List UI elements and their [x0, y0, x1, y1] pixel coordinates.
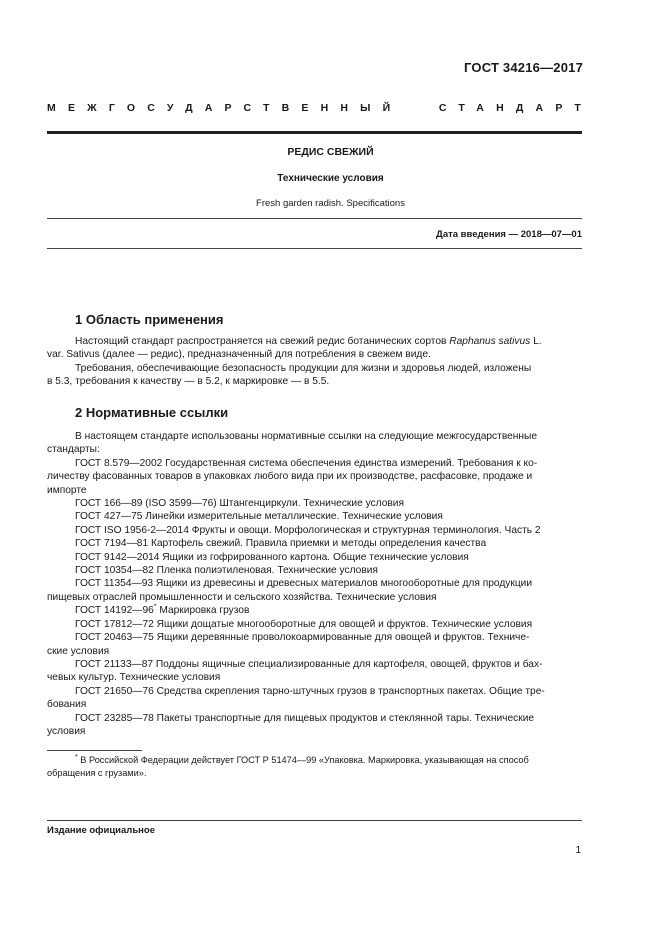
reference-line: ГОСТ 9142—2014 Ящики из гофрированного картона. Общие технические условия — [75, 551, 469, 563]
reference-line: пищевых отраслей промышленности и сельского хозяйства. Технические условия — [47, 591, 437, 603]
reference-line: личеству фасованных товаров в упаковках любого вида при их производстве, расфасовке, продаже и — [47, 471, 533, 483]
reference-line: ГОСТ 11354—93 Ящики из древесины и древесных материалов многооборотные для продукции — [75, 578, 533, 590]
section-2-body — [47, 430, 582, 738]
reference-line: ские условия — [47, 645, 110, 657]
footnote-line: * В Российской Федерации действует ГОСТ Р 51474—99 «Упаковка. Маркировка, указывающая на способ — [75, 753, 529, 765]
paragraph-line: Требования, обеспечивающие безопасность продукции для жизни и здоровья людей, изложены — [75, 362, 532, 374]
introduction-date: Дата введения — 2018—07—01 — [436, 229, 582, 240]
section-1-body — [47, 335, 582, 389]
paragraph-line: Настоящий стандарт распространяется на свежий редис ботанических сортов Raphanus sativus L. — [75, 336, 542, 347]
page-number: 1 — [575, 845, 581, 856]
reference-line: бования — [47, 699, 87, 711]
section-1-heading: 1 Область применения — [75, 312, 224, 327]
banner-word-interstate: МЕЖГОСУДАРСТВЕННЫЙ — [47, 102, 403, 114]
reference-line: ГОСТ ISO 1956-2—2014 Фрукты и овощи. Морфологическая и структурная терминология. Часть 2 — [75, 524, 541, 536]
section-2-heading: 2 Нормативные ссылки — [75, 405, 229, 420]
reference-line: чевых культур. Технические условия — [47, 672, 221, 684]
reference-line: стандарты: — [47, 444, 100, 456]
footnote — [47, 754, 582, 780]
footnote-line: обращения с грузами». — [47, 768, 147, 778]
reference-line: ГОСТ 427—75 Линейки измерительные металлические. Технические условия — [75, 511, 443, 523]
reference-line: ГОСТ 8.579—2002 Государственная система обеспечения единства измерений. Требования к ко- — [75, 457, 538, 469]
reference-line: ГОСТ 17812—72 Ящики дощатые многооборотные для овощей и фруктов. Технические условия — [75, 618, 533, 630]
gost-code: ГОСТ 34216—2017 — [464, 60, 583, 75]
reference-line: ГОСТ 21650—76 Средства скрепления тарно-штучных грузов в транспортных пакетах. Общие тре- — [75, 685, 545, 697]
paragraph-line: var. Sativus (далее — редис), предназначенный для потребления в свежем виде. — [47, 349, 431, 361]
reference-line: условия — [47, 725, 86, 737]
reference-line: В настоящем стандарте использованы нормативные ссылки на следующие межгосударственные — [75, 431, 538, 442]
reference-line: ГОСТ 20463—75 Ящики деревянные проволокоармированные для овощей и фруктов. Техниче- — [75, 632, 530, 644]
document-title-english: Fresh garden radish. Specifications — [256, 198, 405, 209]
reference-line: ГОСТ 166—89 (ISO 3599—76) Штангенциркули. Технические условия — [75, 498, 404, 510]
reference-line: ГОСТ 21133—87 Поддоны ящичные специализированные для картофеля, овощей, фруктов и бах- — [75, 658, 543, 670]
footnote-rule — [47, 750, 142, 751]
footer-rule — [47, 820, 582, 821]
footnote-mark: * — [153, 603, 157, 611]
reference-line: ГОСТ 14192—96* Маркировка грузов — [75, 603, 250, 617]
standard-banner — [47, 102, 593, 114]
reference-line: ГОСТ 7194—81 Картофель свежий. Правила приемки и методы определения качества — [75, 538, 487, 550]
document-subtitle: Технические условия — [277, 173, 384, 184]
paragraph-line: в 5.3, требования к качеству — в 5.2, к маркировке — в 5.5. — [47, 376, 330, 388]
reference-line: ГОСТ 10354—82 Пленка полиэтиленовая. Технические условия — [75, 565, 378, 577]
header-rule — [47, 131, 582, 134]
date-rule — [47, 248, 582, 249]
document-title: РЕДИС СВЕЖИЙ — [287, 146, 374, 158]
title-rule — [47, 218, 582, 219]
reference-line: ГОСТ 23285—78 Пакеты транспортные для пищевых продуктов и стеклянной тары. Технические — [75, 712, 535, 724]
official-edition-label: Издание официальное — [47, 825, 155, 836]
banner-word-standard: СТАНДАРТ — [438, 102, 593, 114]
reference-line: импорте — [47, 484, 87, 496]
